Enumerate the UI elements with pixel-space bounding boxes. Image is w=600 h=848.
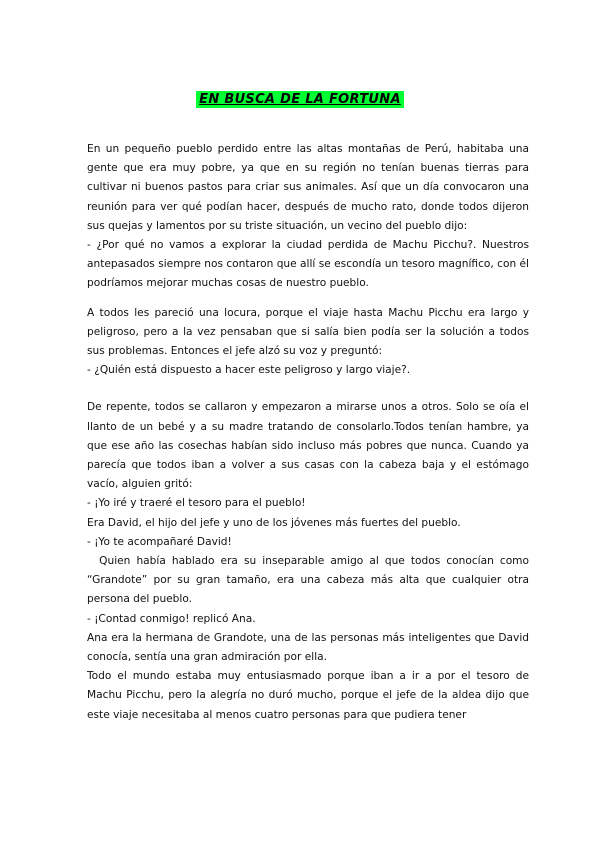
story-body <box>87 140 533 725</box>
paragraph-intro: En un pequeño pueblo perdido entre las altas montañas de Perú, habitaba una gente que era muy pobre, ya que en su región no tenían buenas tierras para cultivar ni buenos pastos para criar sus animales. Así que un día convocaron una reunión para ver qué podían hacer, después de mucho rato, donde todos dijeron sus quejas y lamentos por su triste situación, un vecino del pueblo dijo: <box>87 143 529 232</box>
paragraph-ana-intro: Ana era la hermana de Grandote, una de las personas más inteligentes que David conocía, sentía una gran admiración por ella. <box>87 631 529 664</box>
paragraph-david-intro: Era David, el hijo del jefe y uno de los jóvenes más fuertes del pueblo. <box>87 516 461 529</box>
paragraph-chief-question: - ¿Quién está dispuesto a hacer este peligroso y largo viaje?. <box>87 364 411 377</box>
paragraph-grandote-shout: - ¡Yo te acompañaré David! <box>87 535 232 548</box>
paragraph-silence: De repente, todos se callaron y empezaron a mirarse unos a otros. Solo se oía el llanto de un bebé y a su madre tratando de consolarlo.Todos tenían hambre, ya que ese año las cosechas habían sido incluso más pobres que nunca. Cuando ya parecía que todos iban a volver a sus casas con la cabeza baja y el estómago vacío, alguien gritó: <box>87 401 529 491</box>
paragraph-excitement: Todo el mundo estaba muy entusiasmado porque iban a ir a por el tesoro de Machu Picchu, pero la alegría no duró mucho, porque el jefe de la aldea dijo que este viaje necesitaba al menos cuatro personas para que pudiera tener <box>87 670 529 721</box>
paragraph-ana-shout: - ¡Contad conmigo! replicó Ana. <box>87 612 256 625</box>
paragraph-david-shout: - ¡Yo iré y traeré el tesoro para el pueblo! <box>87 497 306 510</box>
title-container <box>0 88 600 108</box>
paragraph-reaction: A todos les pareció una locura, porque el viaje hasta Machu Picchu era largo y peligroso, pero a la vez pensaban que si salía bien podía ser la solución a todos sus problemas. Entonces el jefe alzó su voz y preguntó: <box>87 306 529 358</box>
document-title: EN BUSCA DE LA FORTUNA <box>196 91 404 108</box>
paragraph-machu-picchu-proposal: - ¿Por qué no vamos a explorar la ciudad perdida de Machu Picchu?. Nuestros antepasados siempre nos contaron que allí se escondía un tesoro magnífico, con él podríamos mejorar muchas cosas de nuestro pueblo. <box>87 239 529 290</box>
paragraph-grandote-intro: Quien había hablado era su inseparable amigo al que todos conocían como “Grandote” por su gran tamaño, era una cabeza más alta que cualquier otra persona del pueblo. <box>87 555 533 606</box>
